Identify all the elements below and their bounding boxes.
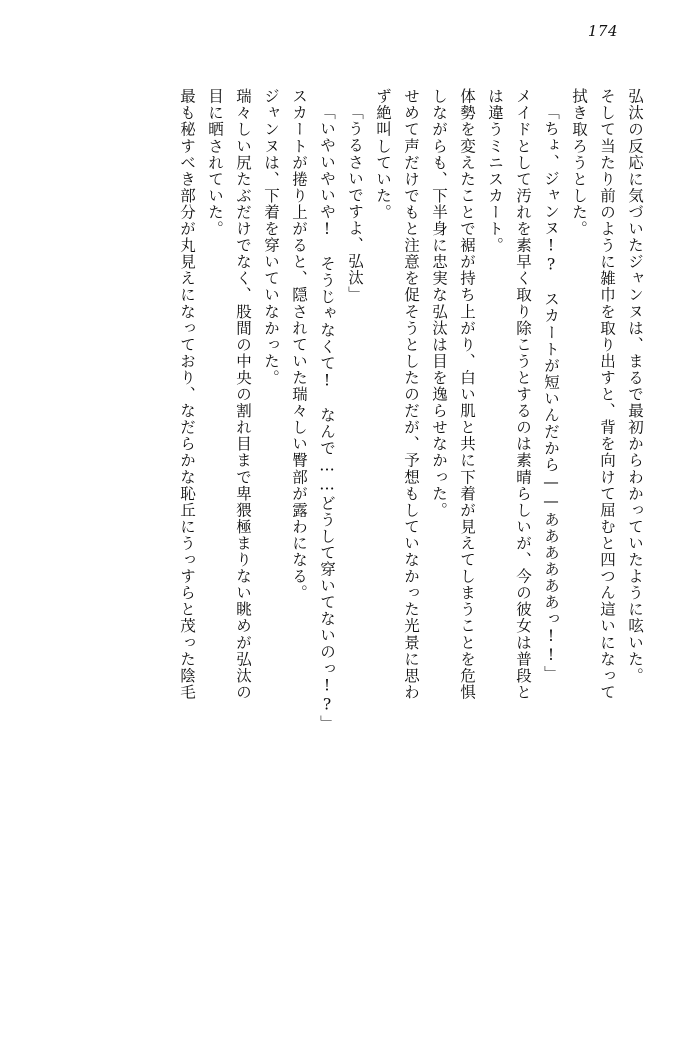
text-line: 拭き取ろうとした。 [570,88,588,237]
text-line: スカートが捲り上がると、隠されていた瑞々しい臀部が露わになる。 [290,88,308,602]
text-line: 「うるさいですよ、弘汰」 [346,104,364,303]
text-line: ジャンヌは、下着を穿いていなかった。 [262,88,280,386]
text-line: せめて声だけでもと注意を促そうとしたのだが、予想もしていなかった光景に思わ [402,88,420,701]
text-line: ず絶叫していた。 [374,88,392,221]
text-line: 弘汰の反応に気づいたジャンヌは、まるで最初からわかっていたように呟いた。 [626,88,644,684]
text-line: 目に晒されていた。 [206,88,224,237]
text-line: 最も秘すべき部分が丸見えになっており、なだらかな恥丘にうっすらと茂った陰毛 [178,88,196,701]
text-line: 体勢を変えたことで裾が持ち上がり、白い肌と共に下着が見えてしまうことを危惧 [458,88,476,701]
text-line: そして当たり前のように雑巾を取り出すと、背を向けて屈むと四つん這いになって [598,88,616,701]
text-line: 瑞々しい尻たぶだけでなく、股間の中央の割れ目まで卑猥極まりない眺めが弘汰の [234,88,252,701]
page-number: 174 [587,22,618,40]
text-line: は違うミニスカート。 [486,88,504,254]
text-line: 「いやいやいや! そうじゃなくて! なんで……どうして穿いてないのっ!?」 [318,104,336,732]
text-line: 「ちょ、ジャンヌ!? スカートが短いんだから——ああああああっ!!」 [542,104,560,682]
vertical-text-body [58,88,642,998]
text-line: メイドとして汚れを素早く取り除こうとするのは素晴らしいが、今の彼女は普段と [514,88,532,701]
text-line: しながらも、下半身に忠実な弘汰は目を逸らせなかった。 [430,88,448,519]
